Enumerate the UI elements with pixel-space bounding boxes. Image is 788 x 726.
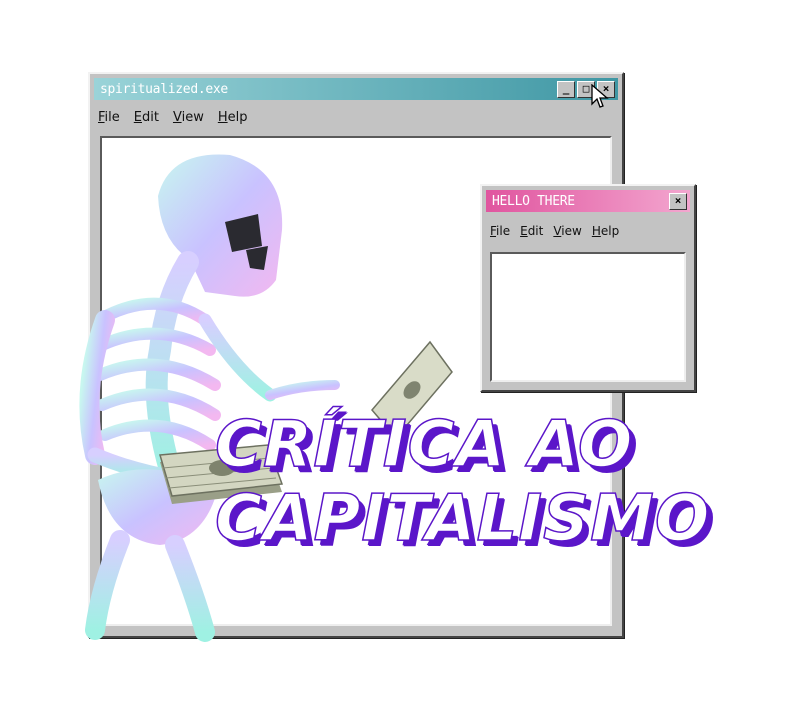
minimize-button[interactable]: _	[557, 81, 575, 98]
popup-menu-edit[interactable]: Edit	[520, 224, 544, 238]
popup-titlebar[interactable]	[486, 190, 690, 212]
headline-line-1: CRÍTICA AO	[215, 408, 634, 482]
main-window-title: spiritualized.exe	[100, 81, 228, 97]
menu-file[interactable]: File	[98, 110, 120, 125]
menu-help[interactable]: Help	[217, 110, 248, 125]
popup-menubar	[490, 224, 619, 238]
popup-menu-file[interactable]: File	[490, 224, 511, 238]
menu-edit[interactable]: Edit	[133, 110, 159, 125]
popup-client-area	[490, 252, 686, 382]
popup-window	[480, 184, 696, 392]
popup-menu-view[interactable]: View	[553, 224, 582, 238]
headline-line-2: CAPITALISMO	[215, 482, 711, 556]
maximize-button[interactable]: □	[577, 81, 595, 98]
menu-view[interactable]: View	[172, 110, 204, 125]
popup-window-title: HELLO THERE	[492, 193, 575, 209]
headline	[215, 408, 710, 556]
close-button[interactable]: ×	[597, 81, 615, 98]
popup-close-button[interactable]: ×	[669, 193, 687, 210]
mouse-cursor-icon	[591, 84, 609, 110]
popup-menu-help[interactable]: Help	[591, 224, 620, 238]
